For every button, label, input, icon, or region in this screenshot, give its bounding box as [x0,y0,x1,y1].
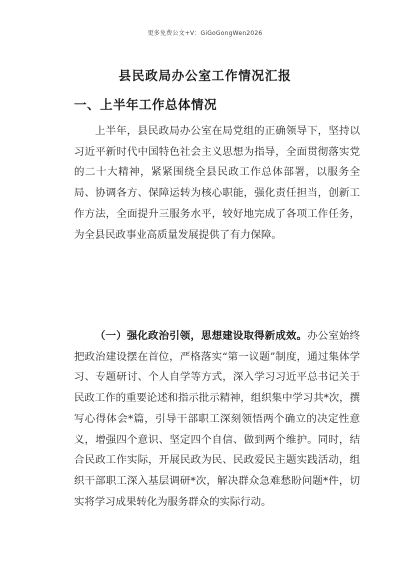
paragraph-overview: 上半年，县民政局办公室在局党组的正确领导下，坚持以习近平新时代中国特色社会主义思想为指导，全面贯彻落实党的二十大精神，紧紧围绕全县民政工作总体部署，以服务全局、协调各方、保障运转为核心职能，强化责任担当，创新工作方法，全面提升三服务水平，较好地完成了各项工作任务，为全县民政事业高质量发展提供了有力保障。 [74,125,360,241]
section-heading: 一、上半年工作总体情况 [74,97,218,112]
header-note: 更多免费公文+V：GiGoGongWen2026 [147,30,263,37]
subsection-heading: （一）强化政治引领，思想建设取得新成效。 [95,330,308,342]
document-title: 县民政局办公室工作情况汇报 [118,68,292,83]
subsection-body: 办公室始终把政治建设摆在首位，严格落实“第一议题”制度，通过集体学习、专题研讨、个人自学等方式，深入学习习近平总书记关于民政工作的重要论述和指示批示精神，组织集中学习共*次，撰写心得体会*篇，引导干部职工深刻领悟两个确立的决定性意义，增强四个意识、坚定四个自信、做到两个维护。同时，结合民政工作实际，开展民政为民、民政爱民主题实践活动，组织干部职工深入基层调研*次，解决群众急难愁盼问题*件，切实将学习成果转化为服务群众的实际行动。 [74,330,361,508]
paragraph-political-guidance [74,326,360,512]
